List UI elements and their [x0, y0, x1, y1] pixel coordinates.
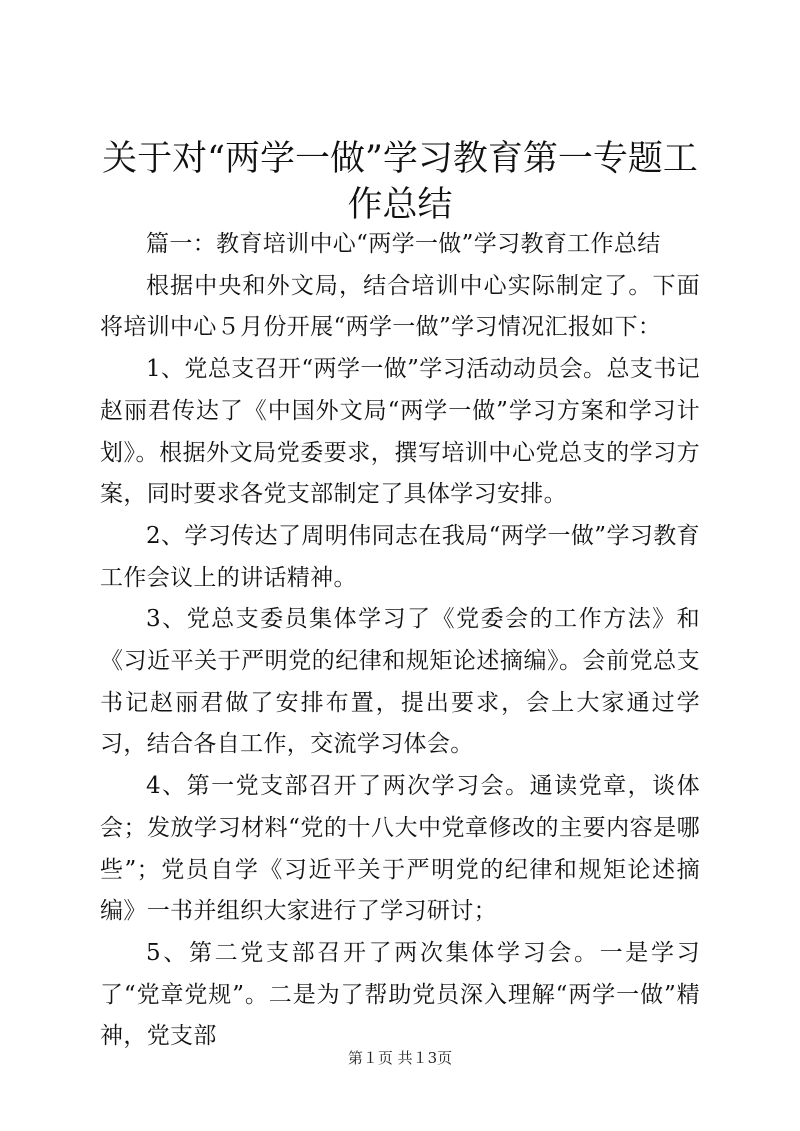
document-title: 关于对“两学一做”学习教育第一专题工作总结	[102, 139, 698, 225]
page-footer: 第１页 共１3页	[347, 1049, 453, 1067]
paragraph-item-2: 2、学习传达了周明伟同志在我局“两学一做”学习教育工作会议上的讲话精神。	[100, 522, 700, 591]
paragraph-item-3: 3、党总支委员集体学习了《党委会的工作方法》和《习近平关于严明党的纪律和规矩论述摘编》。会前党总支书记赵丽君做了安排布置，提出要求，会上大家通过学习，结合各自工作，交流学习体会。	[100, 606, 700, 758]
paragraph-item-1: 1、党总支召开“两学一做”学习活动动员会。总支书记赵丽君传达了《中国外文局“两学一做”学习方案和学习计划》。根据外文局党委要求，撰写培训中心党总支的学习方案，同时要求各党支部制定了具体学习安排。	[100, 356, 700, 508]
paragraph-subtitle: 篇一：教育培训中心“两学一做”学习教育工作总结	[146, 231, 661, 257]
paragraph-item-5: 5、第二党支部召开了两次集体学习会。一是学习了“党章党规”。二是为了帮助党员深入理解“两学一做”精神，党支部	[100, 939, 700, 1050]
document-body	[100, 224, 700, 1058]
paragraph-item-4: 4、第一党支部召开了两次学习会。通读党章，谈体会；发放学习材料“党的十八大中党章修改的主要内容是哪些”；党员自学《习近平关于严明党的纪律和规矩论述摘编》一书并组织大家进行了学习研讨；	[100, 773, 700, 925]
paragraph-intro: 根据中央和外文局，结合培训中心实际制定了。下面将培训中心５月份开展“两学一做”学习情况汇报如下：	[100, 272, 700, 341]
